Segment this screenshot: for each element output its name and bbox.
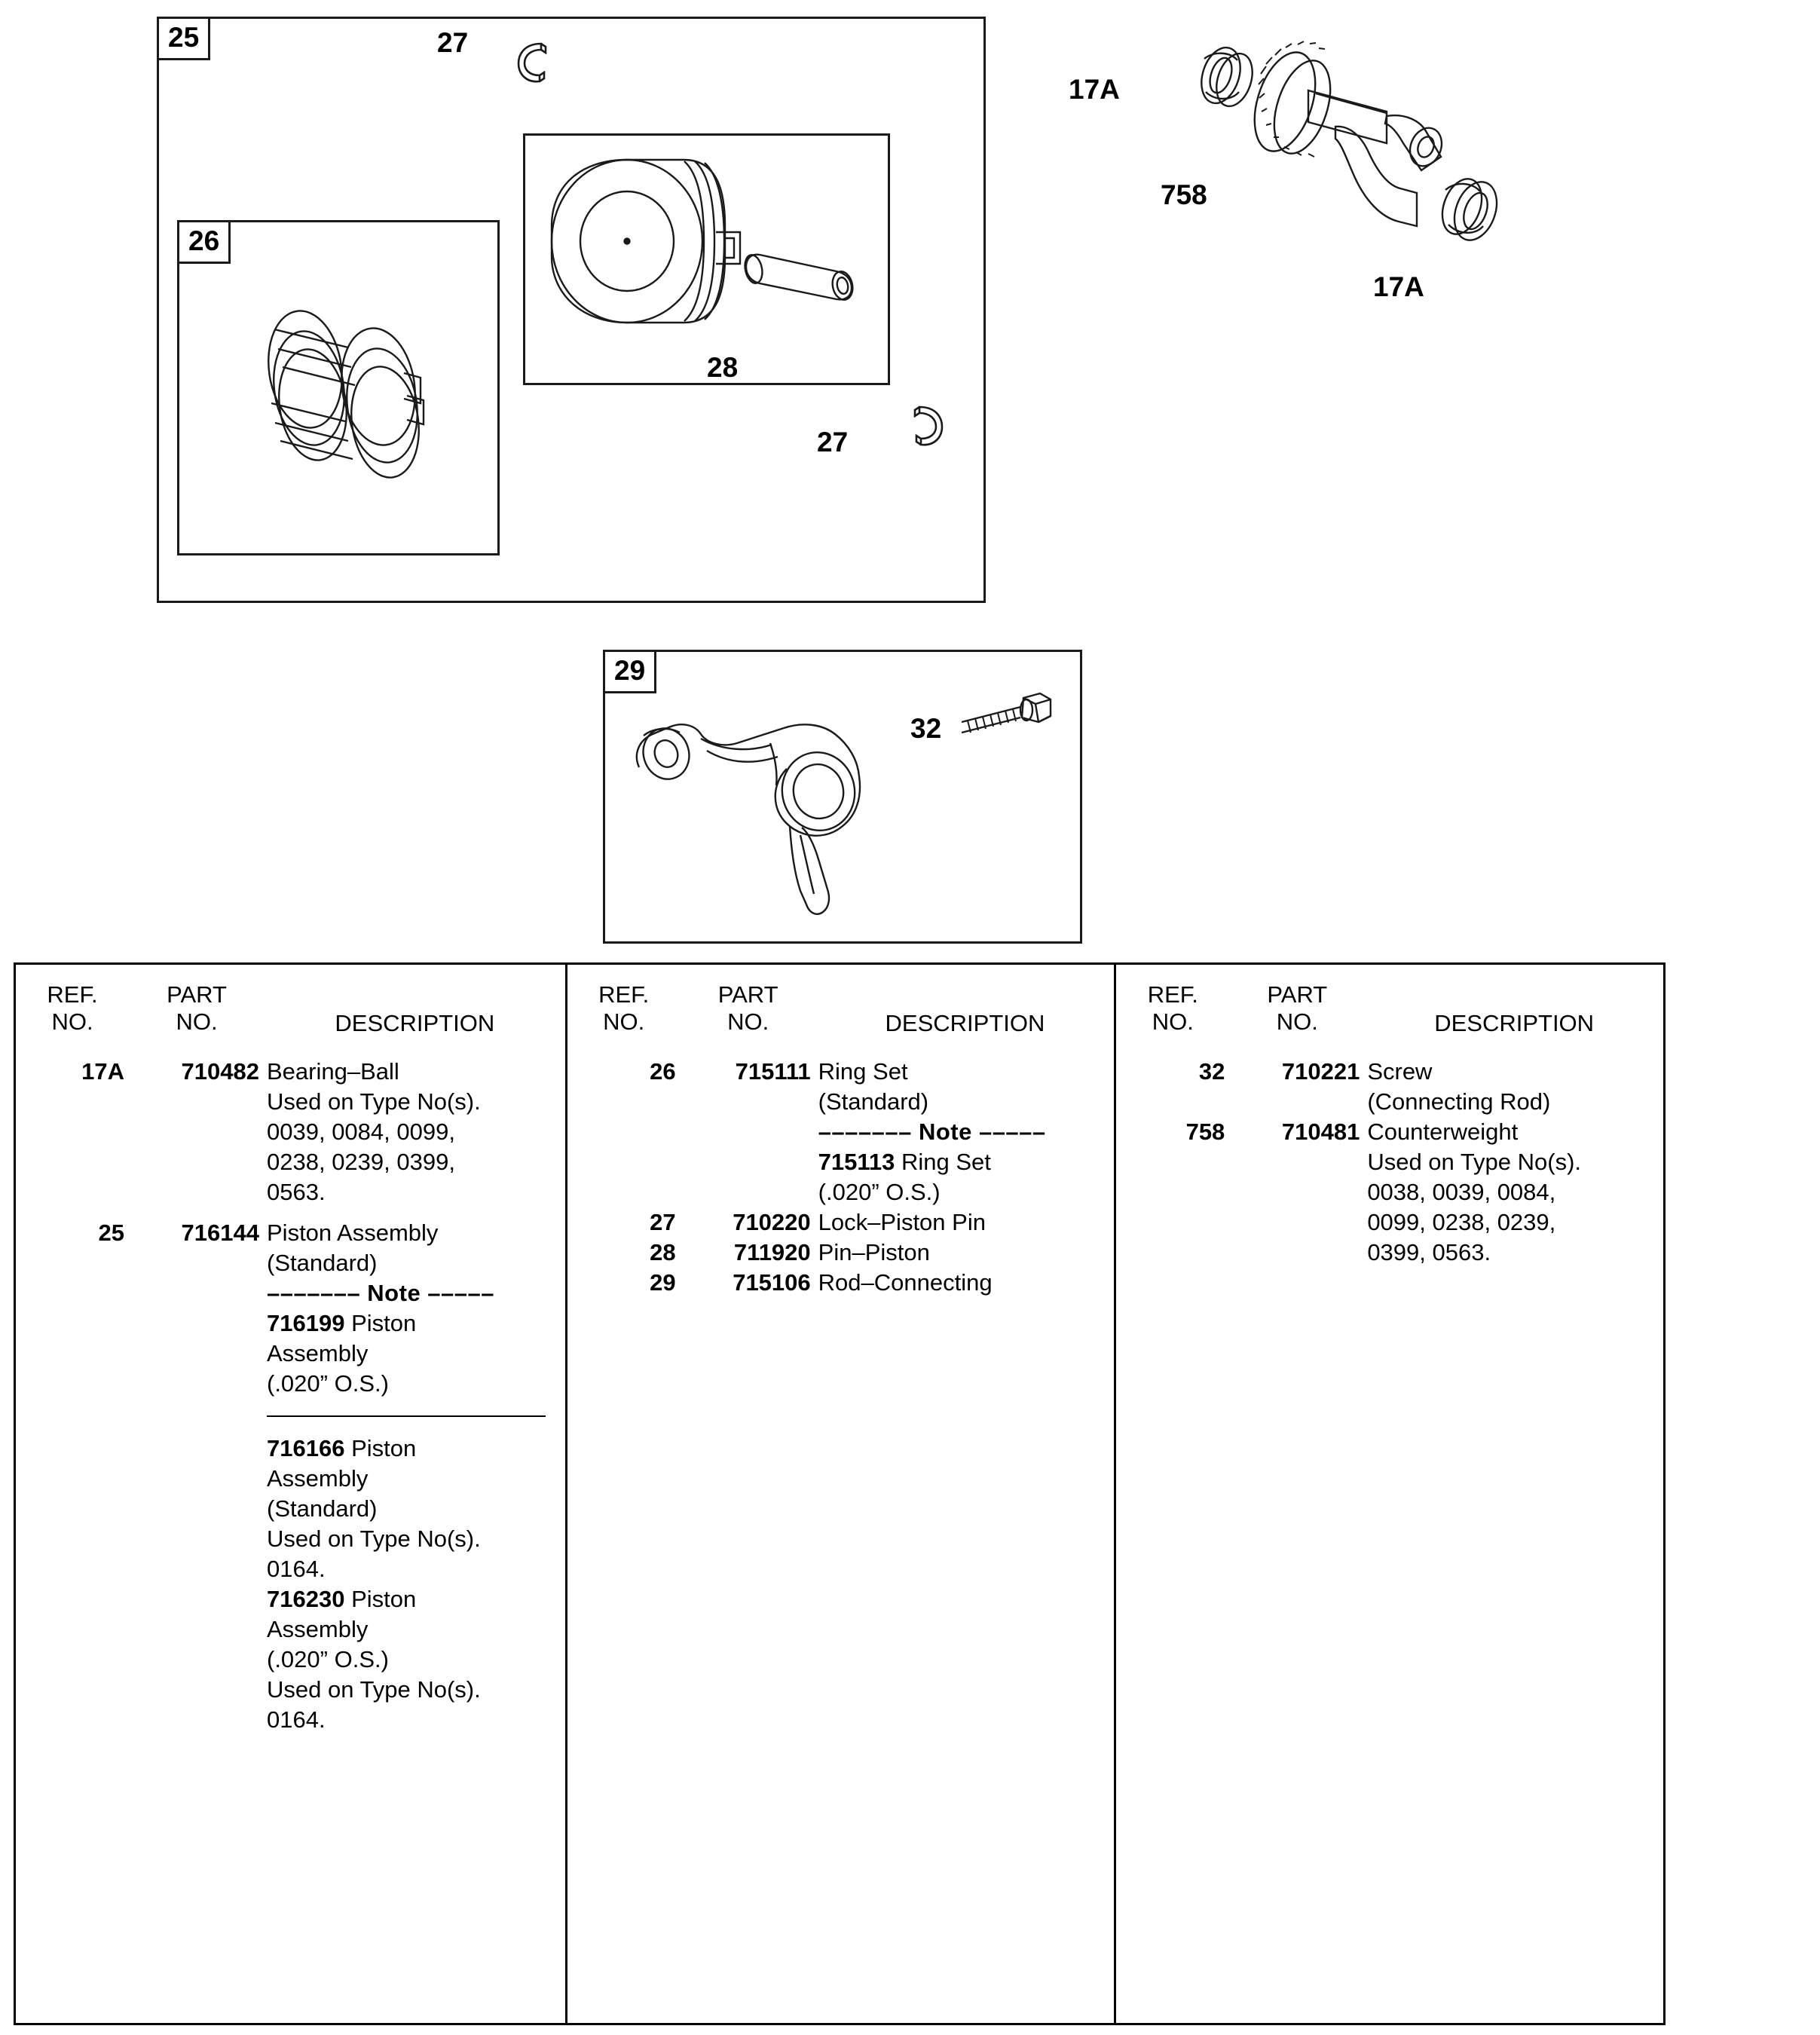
desc-line: (Standard) — [267, 1249, 378, 1276]
table-row[interactable] — [16, 1218, 565, 1735]
desc-line: 0399, 0563. — [1367, 1238, 1491, 1265]
header-description: DESCRIPTION — [335, 1010, 495, 1036]
parts-table-column-3 — [1114, 965, 1663, 2023]
row-part: 715106 — [733, 1268, 811, 1296]
column-1-header — [16, 965, 565, 1037]
desc-line: (Standard) — [818, 1088, 929, 1115]
piston-pin-lock-top-drawing — [512, 36, 558, 89]
desc-line: Used on Type No(s). — [1367, 1148, 1582, 1175]
sub-item-part: 716166 — [267, 1434, 345, 1461]
parts-table-column-2 — [565, 965, 1115, 2023]
row-ref: 27 — [650, 1208, 676, 1235]
parts-table-column-1 — [16, 965, 565, 2023]
table-row[interactable] — [1116, 1117, 1663, 1268]
sub-item-line: 0164. — [267, 1555, 326, 1582]
row-part: 715111 — [735, 1057, 811, 1085]
desc-line: (Connecting Rod) — [1367, 1088, 1551, 1115]
desc-line: Lock–Piston Pin — [818, 1208, 986, 1235]
sub-item-line: (.020” O.S.) — [267, 1645, 389, 1672]
callout-27-top — [437, 29, 468, 57]
callout-758-label: 758 — [1161, 179, 1207, 210]
sub-item-line: (.020” O.S.) — [267, 1369, 389, 1397]
piston-pin-lock-bottom-drawing — [903, 399, 948, 452]
column-2-rows — [567, 1057, 1115, 1298]
column-1-rows — [16, 1057, 565, 1735]
desc-line: Piston Assembly — [267, 1219, 439, 1246]
sub-item — [267, 1584, 552, 1735]
sub-item-line: Piston — [351, 1309, 417, 1336]
sub-item-line: Piston — [351, 1434, 417, 1461]
sub-item-line: Assembly — [267, 1464, 369, 1492]
desc-line: 0099, 0238, 0239, — [1367, 1208, 1556, 1235]
desc-line: Pin–Piston — [818, 1238, 930, 1265]
ref-box-29-label: 29 — [614, 655, 646, 686]
header-part-no: PART NO. — [717, 981, 778, 1035]
table-row[interactable] — [1116, 1057, 1663, 1117]
sub-item-divider — [267, 1415, 546, 1417]
row-part: 710221 — [1281, 1057, 1360, 1085]
sub-item-line: Piston — [351, 1585, 417, 1612]
desc-line: Ring Set — [818, 1057, 908, 1085]
desc-line: Used on Type No(s). — [267, 1088, 481, 1115]
header-ref-no: REF. NO. — [1147, 981, 1198, 1035]
piston-drawing — [537, 143, 883, 369]
sub-item-line: (.020” O.S.) — [818, 1178, 941, 1205]
sub-item-part: 716199 — [267, 1309, 345, 1336]
sub-item-line: Used on Type No(s). — [267, 1525, 481, 1552]
counterweight-assembly-drawing — [1161, 38, 1522, 279]
desc-line: Rod–Connecting — [818, 1268, 993, 1296]
callout-17a-top-label: 17A — [1069, 74, 1120, 105]
parts-table — [14, 962, 1666, 2025]
desc-line: Bearing–Ball — [267, 1057, 399, 1085]
row-ref: 28 — [650, 1238, 676, 1265]
callout-27-bottom-label: 27 — [817, 427, 849, 457]
header-ref-no: REF. NO. — [47, 981, 98, 1035]
row-description — [265, 1218, 552, 1735]
header-part-no: PART NO. — [167, 981, 227, 1035]
ref-box-25-label: 25 — [168, 22, 200, 53]
row-description — [1366, 1057, 1652, 1117]
table-row[interactable] — [567, 1207, 1115, 1238]
row-part: 710481 — [1281, 1118, 1360, 1145]
callout-17a-bottom — [1373, 273, 1424, 301]
table-row[interactable] — [567, 1238, 1115, 1268]
row-description — [817, 1268, 1103, 1298]
row-description — [817, 1057, 1103, 1207]
callout-32 — [910, 715, 941, 742]
connecting-rod-screw-drawing — [951, 683, 1072, 766]
callout-758 — [1161, 181, 1207, 209]
column-2-header — [567, 965, 1115, 1037]
sub-item-line: Assembly — [267, 1615, 369, 1642]
callout-17a-top — [1069, 75, 1120, 103]
column-3-header — [1116, 965, 1663, 1037]
callout-28-label: 28 — [707, 352, 739, 383]
table-row[interactable] — [16, 1057, 565, 1207]
callout-28 — [707, 353, 738, 381]
callout-17a-bottom-label: 17A — [1373, 271, 1424, 302]
row-part: 711920 — [733, 1238, 811, 1265]
sub-item-line: Used on Type No(s). — [267, 1675, 481, 1703]
piston-rings-drawing — [219, 290, 467, 501]
row-description — [1366, 1117, 1652, 1268]
callout-27-bottom — [817, 428, 848, 456]
header-description: DESCRIPTION — [1434, 1010, 1595, 1036]
sub-item-line: (Standard) — [267, 1495, 378, 1522]
column-3-rows — [1116, 1057, 1663, 1268]
row-description — [265, 1057, 552, 1207]
desc-line: 0563. — [267, 1178, 326, 1205]
sub-item-line: 0164. — [267, 1706, 326, 1733]
row-part: 710482 — [181, 1057, 259, 1085]
ref-box-26-label: 26 — [188, 225, 220, 256]
row-description — [817, 1207, 1103, 1238]
row-ref: 17A — [81, 1057, 124, 1085]
row-ref: 758 — [1185, 1118, 1225, 1145]
desc-line: Counterweight — [1367, 1118, 1519, 1145]
sub-item — [818, 1147, 1103, 1207]
callout-27-top-label: 27 — [437, 27, 469, 58]
sub-item — [267, 1308, 552, 1399]
sub-item-part: 716230 — [267, 1585, 345, 1612]
table-row[interactable] — [567, 1268, 1115, 1298]
callout-32-label: 32 — [910, 713, 942, 744]
row-ref: 32 — [1198, 1057, 1225, 1085]
row-part: 710220 — [733, 1208, 811, 1235]
sub-item-line: Ring Set — [901, 1148, 991, 1175]
desc-line: 0038, 0039, 0084, — [1367, 1178, 1556, 1205]
row-description — [817, 1238, 1103, 1268]
sub-item-line: Assembly — [267, 1339, 369, 1366]
table-row[interactable] — [567, 1057, 1115, 1207]
header-ref-no: REF. NO. — [598, 981, 650, 1035]
header-part-no: PART NO. — [1267, 981, 1328, 1035]
row-ref: 25 — [98, 1219, 124, 1246]
sub-item-part: 715113 — [818, 1148, 895, 1175]
exploded-view-illustration — [0, 0, 1820, 957]
desc-line: 0238, 0239, 0399, — [267, 1148, 455, 1175]
ref-box-26 — [177, 220, 231, 264]
sub-item — [267, 1434, 552, 1584]
note-separator: ––––––– Note ––––– — [267, 1279, 495, 1306]
row-ref: 26 — [650, 1057, 676, 1085]
ref-box-25 — [157, 17, 210, 60]
desc-line: 0039, 0084, 0099, — [267, 1118, 455, 1145]
row-ref: 29 — [650, 1268, 676, 1296]
header-description: DESCRIPTION — [885, 1010, 1045, 1036]
desc-line: Screw — [1367, 1057, 1433, 1085]
row-part: 716144 — [181, 1219, 259, 1246]
note-separator: ––––––– Note ––––– — [818, 1118, 1046, 1145]
